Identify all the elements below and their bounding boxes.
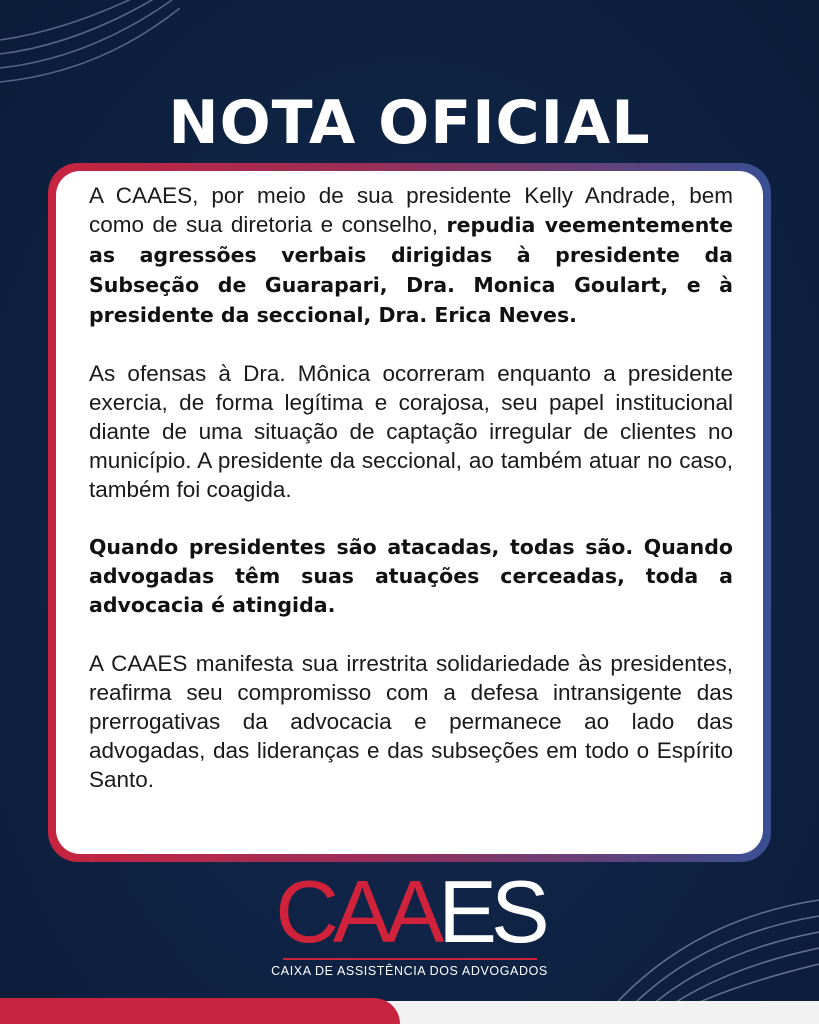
logo-wordmark-white: ES — [438, 862, 544, 961]
caaes-logo — [0, 862, 819, 978]
bottom-red-bar — [0, 998, 400, 1024]
paragraph-1 — [89, 181, 733, 330]
statement-card — [56, 171, 763, 854]
paragraph-3: Quando presidentes são atacadas, todas são. Quando advogadas têm suas atuações cerceadas, toda a advocacia é atingida. — [89, 535, 733, 617]
page-title: NOTA OFICIAL — [168, 88, 651, 158]
paragraph-1-emphasis: repudia veementemente as agressões verbais dirigidas à presidente da Subseção de Guarapari, Dra. Monica Goulart, e à presidente da seccional, Dra. Erica Neves. — [89, 213, 734, 327]
logo-wordmark — [275, 862, 544, 961]
paragraph-1-intro: A CAAES, por meio de sua presidente Kelly Andrade, bem como de sua diretoria e conselho, — [89, 183, 733, 237]
paragraph-4: A CAAES manifesta sua irrestrita solidariedade às presidentes, reafirma seu compromisso com a defesa intransigente das prerrogativas da advocacia e permanece ao lado das advogadas, das lideranças e das subseções em todo o Espírito Santo. — [89, 651, 733, 792]
logo-tagline: CAIXA DE ASSISTÊNCIA DOS ADVOGADOS — [271, 964, 548, 978]
paragraph-2: As ofensas à Dra. Mônica ocorreram enquanto a presidente exercia, de forma legítima e corajosa, seu papel institucional diante de uma situação de captação irregular de clientes no município. A presidente da seccional, ao também atuar no caso, também foi coagida. — [89, 361, 733, 502]
logo-wordmark-red: CAA — [275, 862, 439, 961]
decorative-arcs-top-left — [0, 0, 180, 100]
